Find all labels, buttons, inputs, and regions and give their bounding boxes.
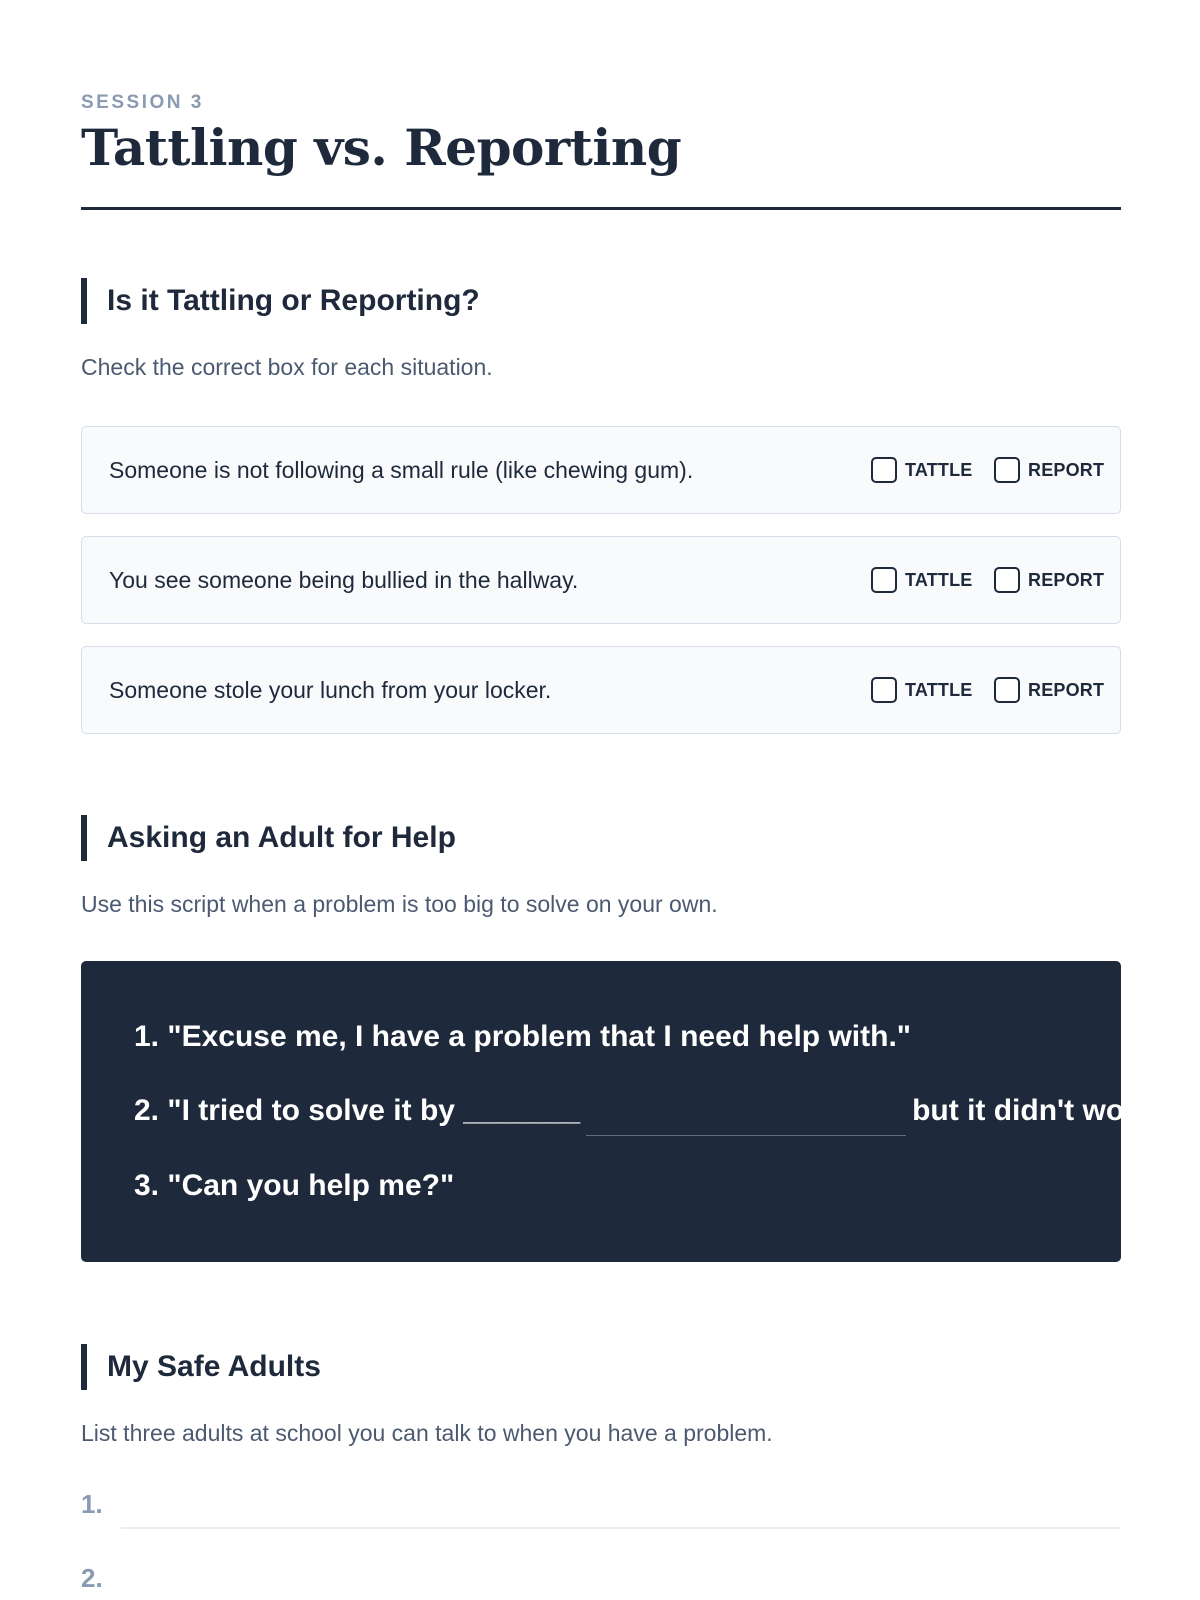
report-checkbox[interactable]	[994, 457, 1020, 483]
report-label: REPORT	[1028, 569, 1105, 590]
script-line-3: 3. "Can you help me?"	[134, 1169, 455, 1202]
report-choice-1[interactable]	[994, 457, 1104, 483]
tattle-label: TATTLE	[905, 569, 973, 590]
situation-text: You see someone being bullied in the hallway.	[109, 567, 579, 593]
report-checkbox[interactable]	[994, 677, 1020, 703]
safe-adults-instruction: List three adults at school you can talk to when you have a problem.	[81, 1420, 773, 1446]
quiz-instruction: Check the correct box for each situation.	[81, 354, 493, 380]
situation-text: Someone is not following a small rule (like chewing gum).	[109, 457, 694, 483]
tattle-label: TATTLE	[905, 459, 973, 480]
tattle-checkbox[interactable]	[871, 677, 897, 703]
entry-number: 1.	[81, 1489, 103, 1519]
safe-adult-entry-2	[81, 1563, 1121, 1600]
situation-text: Someone stole your lunch from your locker.	[109, 677, 552, 703]
page-title: Tattling vs. Reporting	[81, 118, 682, 177]
situation-row-1	[81, 426, 1121, 514]
quiz-heading: Is it Tattling or Reporting?	[81, 278, 480, 324]
entry-number: 2.	[81, 1563, 103, 1593]
tattle-checkbox[interactable]	[871, 457, 897, 483]
situation-row-2	[81, 536, 1121, 624]
script-line-2-start: 2. "I tried to solve it by _______	[134, 1094, 581, 1127]
help-script-card	[81, 961, 1176, 1262]
report-label: REPORT	[1028, 459, 1105, 480]
tattle-checkbox[interactable]	[871, 567, 897, 593]
title-divider	[81, 207, 1121, 210]
tattle-choice-3[interactable]	[871, 677, 973, 703]
report-choice-3[interactable]	[994, 677, 1104, 703]
safe-adult-entry-1	[81, 1489, 1121, 1529]
report-label: REPORT	[1028, 679, 1105, 700]
tattle-label: TATTLE	[905, 679, 973, 700]
situation-row-3	[81, 646, 1121, 734]
session-label: SESSION 3	[81, 92, 204, 113]
script-heading: Asking an Adult for Help	[81, 815, 456, 861]
report-choice-2[interactable]	[994, 567, 1104, 593]
safe-adults-heading: My Safe Adults	[81, 1344, 321, 1390]
script-line-2	[134, 1094, 1175, 1136]
tattle-choice-2[interactable]	[871, 567, 973, 593]
script-instruction: Use this script when a problem is too big to solve on your own.	[81, 891, 718, 917]
tattle-choice-1[interactable]	[871, 457, 973, 483]
safe-adult-write-line[interactable]	[121, 1527, 1121, 1529]
script-line-1: 1. "Excuse me, I have a problem that I need help with."	[134, 1020, 911, 1053]
report-checkbox[interactable]	[994, 567, 1020, 593]
solution-blank-field[interactable]	[586, 1107, 906, 1136]
script-line-2-end: but it didn't work."	[912, 1094, 1176, 1127]
